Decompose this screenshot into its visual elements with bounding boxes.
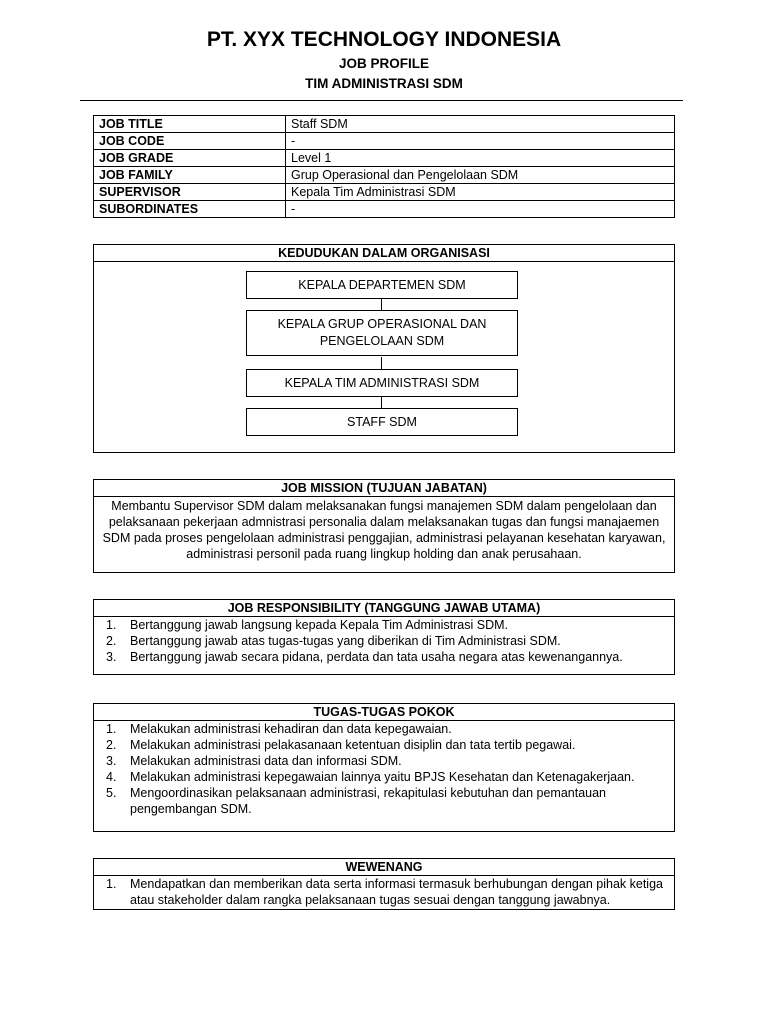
job-code-value: -: [286, 133, 675, 150]
job-responsibility-section: [93, 599, 675, 675]
supervisor-label: SUPERVISOR: [94, 184, 286, 201]
org-connector: [381, 396, 382, 408]
tasks-list: [94, 721, 674, 817]
job-title-value: Staff SDM: [286, 116, 675, 133]
table-row: [94, 116, 675, 133]
team-name: TIM ADMINISTRASI SDM: [305, 76, 463, 91]
org-node-team-head: KEPALA TIM ADMINISTRASI SDM: [246, 369, 518, 397]
org-node-department-head: KEPALA DEPARTEMEN SDM: [246, 271, 518, 299]
authority-section: [93, 858, 675, 910]
list-item: 3. Melakukan administrasi data dan informasi SDM.: [106, 754, 402, 768]
job-mission-section: [93, 479, 675, 573]
job-mission-text: Membantu Supervisor SDM dalam melaksanakan fungsi manajemen SDM dalam pengelolaan dan pelaksanaan pekerjaan admnistrasi personalia dalam melaksanakan tugas dan fungsi manajaemen SDM pada proses pengelolaan administrasi penggajian, administrasi pelayanan kesehatan karyawan, administrasi personil pada ruang lingkup holding dan anak perusahaan.: [102, 499, 666, 561]
list-item: 2. Bertanggung jawab atas tugas-tugas yang diberikan di Tim Administrasi SDM.: [106, 634, 561, 648]
company-name: PT. XYX TECHNOLOGY INDONESIA: [206, 28, 562, 51]
job-code-label: JOB CODE: [94, 133, 286, 150]
list-item: 5. Mengoordinasikan pelaksanaan administrasi, rekapitulasi kebutuhan dan pemantauan pengembangan SDM.: [106, 786, 607, 816]
job-title-label: JOB TITLE: [94, 116, 286, 133]
job-grade-value: Level 1: [286, 150, 675, 167]
subordinates-value: -: [286, 201, 675, 218]
job-mission-title: JOB MISSION (TUJUAN JABATAN): [94, 480, 674, 497]
table-row: [94, 133, 675, 150]
responsibility-list: [94, 617, 674, 665]
main-tasks-section: [93, 703, 675, 832]
job-info-table: [93, 115, 675, 218]
table-row: [94, 167, 675, 184]
org-chart-section: [93, 244, 675, 453]
list-item: 4. Melakukan administrasi kepegawaian lainnya yaitu BPJS Kesehatan dan Ketenagakerjaan.: [106, 770, 635, 784]
document-header: [0, 26, 768, 94]
supervisor-value: Kepala Tim Administrasi SDM: [286, 184, 675, 201]
list-item: 1. Melakukan administrasi kehadiran dan data kepegawaian.: [106, 722, 452, 736]
job-responsibility-title: JOB RESPONSIBILITY (TANGGUNG JAWAB UTAMA): [94, 600, 674, 617]
table-row: [94, 201, 675, 218]
list-item: 1. Mendapatkan dan memberikan data serta informasi termasuk berhubungan dengan pihak ketiga atau stakeholder dalam rangka pelaksanaan tugas sesuai dengan tanggung jawabnya.: [106, 877, 663, 907]
main-tasks-title: TUGAS-TUGAS POKOK: [94, 704, 674, 721]
list-item: 1. Bertanggung jawab langsung kepada Kepala Tim Administrasi SDM.: [106, 618, 508, 632]
document-type: JOB PROFILE: [338, 56, 429, 71]
org-node-staff: STAFF SDM: [246, 408, 518, 436]
job-grade-label: JOB GRADE: [94, 150, 286, 167]
org-chart-title: KEDUDUKAN DALAM ORGANISASI: [94, 245, 674, 262]
job-family-label: JOB FAMILY: [94, 167, 286, 184]
job-family-value: Grup Operasional dan Pengelolaan SDM: [286, 167, 675, 184]
subordinates-label: SUBORDINATES: [94, 201, 286, 218]
table-row: [94, 150, 675, 167]
list-item: 2. Melakukan administrasi pelakasanaan ketentuan disiplin dan tata tertib pegawai.: [106, 738, 576, 752]
list-item: 3. Bertanggung jawab secara pidana, perdata dan tata usaha negara atas kewenangannya.: [106, 650, 623, 664]
table-row: [94, 184, 675, 201]
authority-title: WEWENANG: [94, 859, 674, 876]
authority-list: [94, 876, 674, 908]
org-node-group-head: KEPALA GRUP OPERASIONAL DAN PENGELOLAAN SDM: [246, 310, 518, 356]
header-divider: [80, 100, 683, 101]
